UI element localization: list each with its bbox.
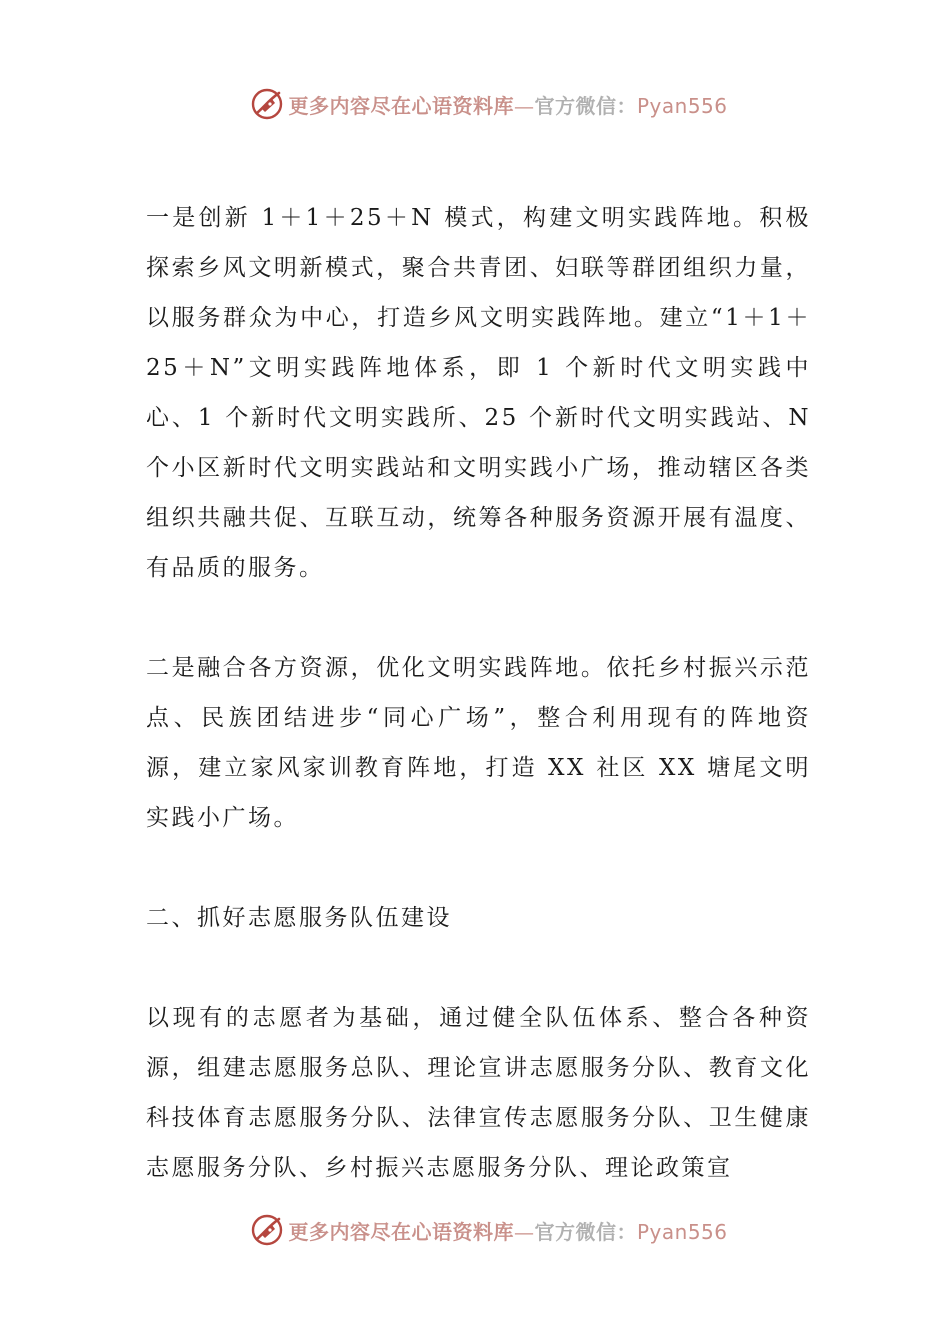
banner-dash: — xyxy=(513,1219,535,1244)
banner-inner xyxy=(250,1213,727,1247)
banner-site-text: 更多内容尽在心语资料库 xyxy=(288,1219,514,1244)
paragraph-spacer xyxy=(146,593,811,643)
paragraph-2: 二是融合各方资源，优化文明实践阵地。依托乡村振兴示范点、民族团结进步“同心广场”，整合利用现有的阵地资源，建立家风家训教育阵地，打造 XX 社区 XX 塘尾文明实践小广场。 xyxy=(146,655,811,831)
paragraph-spacer xyxy=(146,843,811,893)
banner-wechat-id: Pyan556 xyxy=(636,93,728,118)
banner-text xyxy=(288,90,727,119)
pen-nib-logo-icon xyxy=(250,1213,284,1247)
pen-nib-logo-icon xyxy=(250,87,284,121)
banner-wechat-label: 官方微信： xyxy=(534,93,637,118)
paragraph-1: 一是创新 1＋1＋25＋N 模式，构建文明实践阵地。积极探索乡风文明新模式，聚合共青团、妇联等群团组织力量，以服务群众为中心，打造乡风文明实践阵地。建立“1＋1＋25＋N”文明实践阵地体系，即 1 个新时代文明实践中心、1 个新时代文明实践所、25 个新时代文明实践站、N 个小区新时代文明实践站和文明实践小广场，推动辖区各类组织共融共促、互联互动，统筹各种服务资源开展有温度、有品质的服务。 xyxy=(146,205,811,581)
banner-dash: — xyxy=(513,93,535,118)
paragraph-spacer xyxy=(146,943,811,993)
banner-inner xyxy=(250,87,727,121)
banner-text xyxy=(288,1216,727,1245)
banner-wechat-label: 官方微信： xyxy=(534,1219,637,1244)
banner-wechat-id: Pyan556 xyxy=(636,1219,728,1244)
section-heading: 二、抓好志愿服务队伍建设 xyxy=(146,905,452,931)
document-body xyxy=(146,193,811,1193)
paragraph-3: 以现有的志愿者为基础，通过健全队伍体系、整合各种资源，组建志愿服务总队、理论宣讲志愿服务分队、教育文化科技体育志愿服务分队、法律宣传志愿服务分队、卫生健康志愿服务分队、乡村振兴志愿服务分队、理论政策宣 xyxy=(146,1005,811,1181)
banner-site-text: 更多内容尽在心语资料库 xyxy=(288,93,514,118)
header-banner xyxy=(0,84,950,124)
footer-banner xyxy=(0,1210,950,1250)
